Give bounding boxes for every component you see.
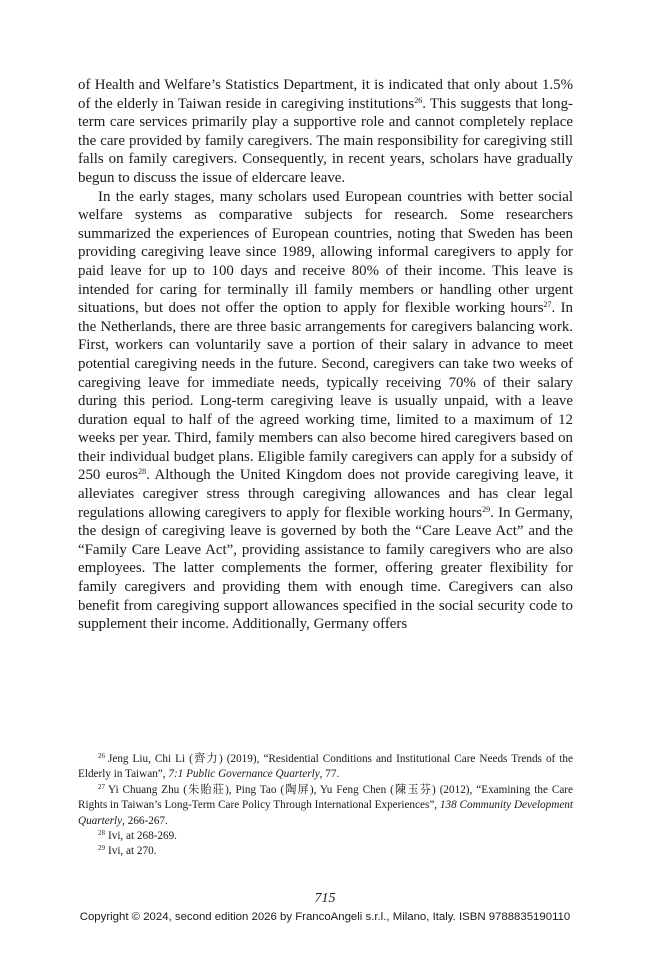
footnote-26 (78, 752, 573, 783)
footnote-ref-27[interactable]: 27 (543, 300, 552, 310)
footnote-text: Ivi, at 268-269. (108, 830, 177, 843)
footnote-ref-28[interactable]: 28 (138, 467, 147, 477)
page-number: 715 (314, 891, 336, 906)
copyright-notice: Copyright © 2024, second edition 2026 by FrancoAngeli s.r.l., Milano, Italy. ISBN 9788835190110 (79, 911, 571, 923)
footnote-29 (78, 844, 573, 859)
footnote-text: Ivi, at 270. (108, 845, 157, 858)
footnote-number: 29 (98, 844, 105, 853)
footnote-text: Yi Chuang Zhu (朱貽莊), Ping Tao (陶屏), Yu Feng Chen (陳玉芬) (2012), “Examining the Care Rights in Taiwan’s Long-Term Care Policy Through International Experiences”, (78, 783, 573, 812)
footnote-number: 27 (98, 782, 105, 791)
footnote-ref-29[interactable]: 29 (482, 504, 491, 514)
paragraph-2 (78, 188, 573, 634)
footnote-ref-26[interactable]: 26 (414, 95, 423, 105)
footnote-28 (78, 829, 573, 844)
body-text (78, 76, 573, 634)
footnote-journal: 7:1 Public Governance Quarterly (168, 768, 320, 781)
footnote-journal: 138 Community Development Quarterly (78, 799, 573, 827)
footnote-text: Jeng Liu, Chi Li (齊力) (2019), “Residential Conditions and Institutional Care Needs Trends of the Elderly in Taiwan”, (78, 753, 573, 781)
footnote-text-end: , 266-267. (122, 814, 168, 827)
paragraph-1-text-a: of Health and Welfare’s Statistics Department, it is indicated that only about 1.5% of the elderly in Taiwan reside in caregiving institutions (78, 77, 573, 112)
footnotes (78, 752, 573, 860)
paragraph-2-text-c: . Although the United Kingdom does not provide caregiving leave, it alleviates caregiver stress through caregiving allowances and has clear legal regulations allowing caregivers to apply for flexible working hours (78, 467, 574, 521)
footnote-number: 26 (98, 752, 105, 760)
paragraph-1-text-b: . This suggests that long-term care services primarily play a supportive role and cannot completely replace the care provided by family caregivers. The main responsibility for caregiving still falls on family caregivers. Consequently, in recent years, scholars have gradually begun to discuss the issue of eldercare leave. (78, 95, 573, 186)
paragraph-2-text-a: In the early stages, many scholars used European countries with better social welfare systems as comparative subjects for research. Some researchers summarized the experiences of European countries, noting that Sweden has been providing caregiving leave since 1989, allowing informal caregivers to apply for paid leave for up to 100 days and receive 80% of their income. This leave is intended for caring for terminally ill family members or handling other urgent situations, but does not offer the option to apply for flexible working hours (78, 188, 573, 317)
footnote-number: 28 (98, 829, 105, 838)
paragraph-1 (78, 76, 573, 188)
footnote-27 (78, 783, 573, 829)
paragraph-2-text-b: . In the Netherlands, there are three basic arrangements for caregivers balancing work. First, workers can voluntarily save a portion of their salary in advance to meet potential caregiving needs in the future. Second, caregivers can take two weeks of caregiving leave for immediate needs, typically receiving 70% of their salary during this period. Long-term caregiving leave is usually unpaid, with a leave duration equal to half of the agreed working time, limited to a maximum of 12 weeks per year. Third, family members can also become hired caregivers based on their individual budget plans. Eligible family caregivers can apply for a subsidy of 250 euros (78, 300, 573, 484)
paragraph-2-text-d: . In Germany, the design of caregiving leave is governed by both the “Care Leave Act” and the “Family Care Leave Act”, providing assistance to family caregivers who are also employees. The latter complements the former, offering greater flexibility for family caregivers and providing them with enough time. Caregivers can also benefit from caregiving support allowances specified in the social security code to supplement their income. Additionally, Germany offers (78, 504, 573, 633)
footnote-text-end: , 77. (319, 768, 340, 781)
